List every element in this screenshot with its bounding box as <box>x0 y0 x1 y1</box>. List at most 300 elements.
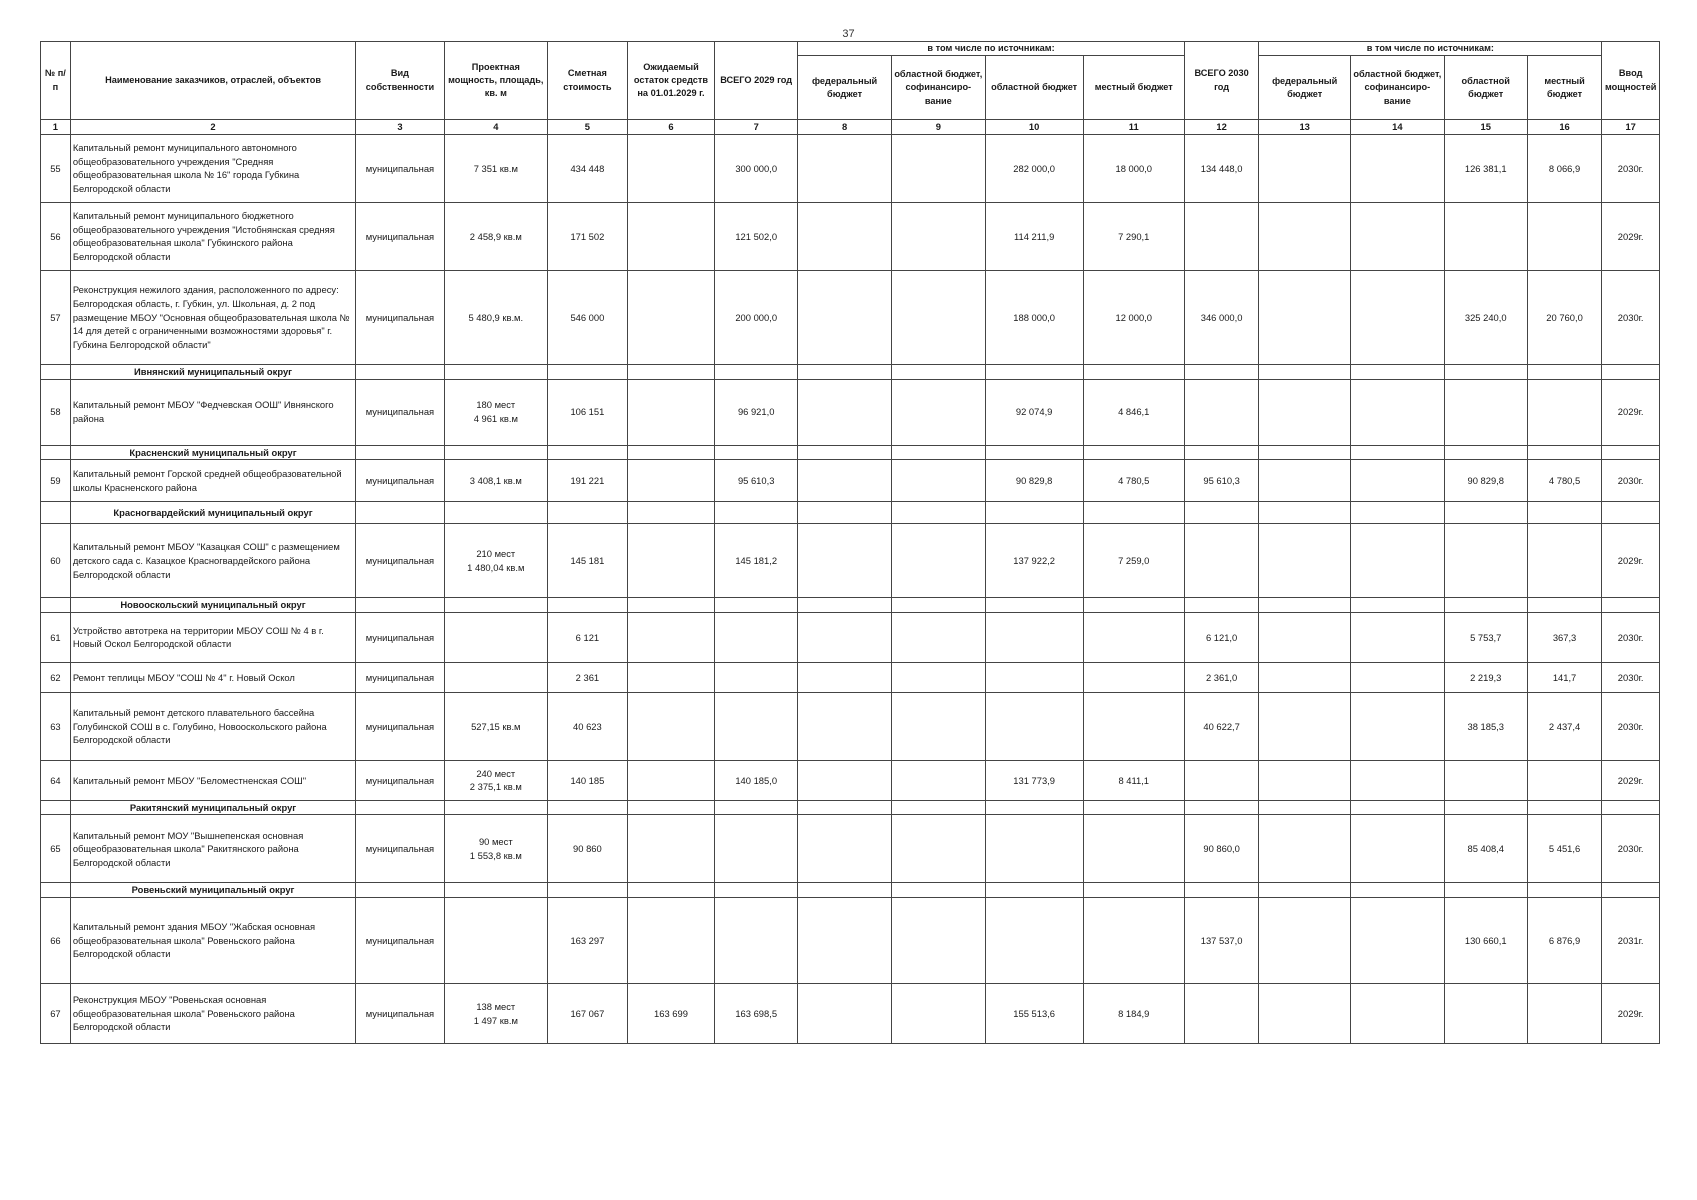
header-name: Наименование заказчиков, отраслей, объектов <box>70 42 355 120</box>
cofin-2030 <box>1350 984 1444 1044</box>
section-blank-cell <box>444 883 547 898</box>
row-number: 59 <box>41 460 71 502</box>
capacity <box>444 662 547 692</box>
table-row <box>41 692 1660 760</box>
table-row <box>41 460 1660 502</box>
table-row <box>41 270 1660 364</box>
header-group-2029: в том числе по источникам: <box>798 42 1185 56</box>
header-regional-2030: областной бюджет <box>1444 56 1527 120</box>
regional-2029: 282 000,0 <box>985 134 1083 202</box>
capacity: 5 480,9 кв.м. <box>444 270 547 364</box>
total-2029 <box>715 815 798 883</box>
cofin-2030 <box>1350 760 1444 800</box>
regional-2029: 90 829,8 <box>985 460 1083 502</box>
regional-2030: 126 381,1 <box>1444 134 1527 202</box>
federal-2030 <box>1259 202 1351 270</box>
row-number: 60 <box>41 524 71 598</box>
section-row <box>41 445 1660 460</box>
section-blank-cell <box>1083 598 1184 613</box>
total-2029: 95 610,3 <box>715 460 798 502</box>
section-blank-cell <box>715 598 798 613</box>
section-blank-cell <box>798 502 892 524</box>
estimated-cost: 40 623 <box>547 692 627 760</box>
section-blank-cell <box>547 445 627 460</box>
total-2030 <box>1184 202 1259 270</box>
row-number: 64 <box>41 760 71 800</box>
section-blank-cell <box>715 364 798 379</box>
section-blank-cell <box>356 445 444 460</box>
estimated-cost: 163 297 <box>547 898 627 984</box>
federal-2030 <box>1259 270 1351 364</box>
section-blank-cell <box>627 445 714 460</box>
section-blank-cell <box>1083 502 1184 524</box>
cofin-2030 <box>1350 898 1444 984</box>
section-blank-cell <box>1444 445 1527 460</box>
section-blank-cell <box>356 502 444 524</box>
section-blank-cell <box>1259 445 1351 460</box>
expected-remainder <box>627 760 714 800</box>
commissioning-year: 2031г. <box>1602 898 1660 984</box>
federal-2030 <box>1259 379 1351 445</box>
expected-remainder <box>627 662 714 692</box>
capacity: 90 мест 1 553,8 кв.м <box>444 815 547 883</box>
local-2029 <box>1083 612 1184 662</box>
commissioning-year: 2030г. <box>1602 815 1660 883</box>
federal-2029 <box>798 984 892 1044</box>
section-blank-cell <box>715 800 798 815</box>
section-blank-cell <box>715 883 798 898</box>
row-number: 56 <box>41 202 71 270</box>
section-row <box>41 364 1660 379</box>
section-blank-cell <box>1444 800 1527 815</box>
federal-2029 <box>798 379 892 445</box>
regional-2030: 85 408,4 <box>1444 815 1527 883</box>
section-blank-cell <box>1184 445 1259 460</box>
federal-2029 <box>798 460 892 502</box>
col-number: 16 <box>1527 120 1602 135</box>
regional-2030: 38 185,3 <box>1444 692 1527 760</box>
header-local-2030: местный бюджет <box>1527 56 1602 120</box>
section-blank-cell <box>1527 364 1602 379</box>
capacity: 210 мест 1 480,04 кв.м <box>444 524 547 598</box>
local-2029 <box>1083 815 1184 883</box>
cofin-2030 <box>1350 815 1444 883</box>
regional-2029: 155 513,6 <box>985 984 1083 1044</box>
cofin-2029 <box>891 612 985 662</box>
section-blank-cell <box>985 883 1083 898</box>
header-regional-2029: областной бюджет <box>985 56 1083 120</box>
object-name: Капитальный ремонт муниципального автономного общеобразовательного учреждения "Средняя общеобразовательная школа № 16" города Губкина Белгородской области <box>70 134 355 202</box>
col-number: 12 <box>1184 120 1259 135</box>
section-blank-cell <box>547 364 627 379</box>
federal-2030 <box>1259 524 1351 598</box>
federal-2029 <box>798 134 892 202</box>
commissioning-year: 2029г. <box>1602 379 1660 445</box>
section-blank-cell <box>627 598 714 613</box>
ownership-type: муниципальная <box>356 270 444 364</box>
regional-2030 <box>1444 379 1527 445</box>
local-2030: 5 451,6 <box>1527 815 1602 883</box>
cofin-2029 <box>891 524 985 598</box>
regional-2030: 5 753,7 <box>1444 612 1527 662</box>
section-blank-cell <box>715 445 798 460</box>
section-blank-cell <box>1083 364 1184 379</box>
ownership-type: муниципальная <box>356 815 444 883</box>
table-row <box>41 984 1660 1044</box>
cofin-2030 <box>1350 662 1444 692</box>
section-blank-cell <box>1184 502 1259 524</box>
cofin-2030 <box>1350 202 1444 270</box>
regional-2029 <box>985 898 1083 984</box>
regional-2029 <box>985 662 1083 692</box>
col-number: 10 <box>985 120 1083 135</box>
commissioning-year: 2029г. <box>1602 202 1660 270</box>
federal-2030 <box>1259 898 1351 984</box>
commissioning-year: 2029г. <box>1602 524 1660 598</box>
local-2030 <box>1527 760 1602 800</box>
regional-2029 <box>985 692 1083 760</box>
federal-2030 <box>1259 815 1351 883</box>
capacity: 240 мест 2 375,1 кв.м <box>444 760 547 800</box>
federal-2030 <box>1259 134 1351 202</box>
cofin-2030 <box>1350 270 1444 364</box>
estimated-cost: 167 067 <box>547 984 627 1044</box>
local-2029 <box>1083 662 1184 692</box>
cofin-2030 <box>1350 134 1444 202</box>
local-2029: 8 184,9 <box>1083 984 1184 1044</box>
col-number: 4 <box>444 120 547 135</box>
ownership-type: муниципальная <box>356 984 444 1044</box>
local-2029: 7 259,0 <box>1083 524 1184 598</box>
commissioning-year: 2030г. <box>1602 692 1660 760</box>
capacity: 7 351 кв.м <box>444 134 547 202</box>
federal-2029 <box>798 202 892 270</box>
object-name: Капитальный ремонт здания МБОУ "Жабская основная общеобразовательная школа" Ровеньского района Белгородской области <box>70 898 355 984</box>
section-blank-cell <box>891 502 985 524</box>
object-name: Реконструкция нежилого здания, расположенного по адресу: Белгородская область, г. Губкин, ул. Школьная, д. 2 под размещение МБОУ "Основная общеобразовательная школа № 14 для детей с ограниченными возможностями здоровья" г. Губкина Белгородской области" <box>70 270 355 364</box>
section-title: Ивнянский муниципальный округ <box>70 364 355 379</box>
header-federal-2030: федеральный бюджет <box>1259 56 1351 120</box>
col-number: 8 <box>798 120 892 135</box>
section-blank-cell <box>715 502 798 524</box>
object-name: Капитальный ремонт МБОУ "Федчевская ООШ" Ивнянского района <box>70 379 355 445</box>
section-blank-cell <box>1259 364 1351 379</box>
commissioning-year: 2030г. <box>1602 134 1660 202</box>
total-2029 <box>715 692 798 760</box>
local-2029: 7 290,1 <box>1083 202 1184 270</box>
section-blank-cell <box>547 502 627 524</box>
table-row <box>41 898 1660 984</box>
section-blank-cell <box>1350 598 1444 613</box>
capacity: 180 мест 4 961 кв.м <box>444 379 547 445</box>
total-2029 <box>715 612 798 662</box>
section-blank-cell <box>41 502 71 524</box>
section-blank-cell <box>547 598 627 613</box>
row-number: 63 <box>41 692 71 760</box>
section-blank-cell <box>356 364 444 379</box>
section-title: Ровеньский муниципальный округ <box>70 883 355 898</box>
col-number: 15 <box>1444 120 1527 135</box>
federal-2029 <box>798 612 892 662</box>
section-blank-cell <box>798 800 892 815</box>
object-name: Капитальный ремонт МБОУ "Казацкая СОШ" с размещением детского сада с. Казацкое Красногвардейского района Белгородской области <box>70 524 355 598</box>
estimated-cost: 434 448 <box>547 134 627 202</box>
local-2030: 6 876,9 <box>1527 898 1602 984</box>
object-name: Капитальный ремонт детского плавательного бассейна Голубинской СОШ в с. Голубино, Новооскольского района Белгородской области <box>70 692 355 760</box>
total-2030: 137 537,0 <box>1184 898 1259 984</box>
cofin-2029 <box>891 984 985 1044</box>
section-blank-cell <box>444 445 547 460</box>
expected-remainder <box>627 692 714 760</box>
cofin-2030 <box>1350 612 1444 662</box>
section-blank-cell <box>1527 800 1602 815</box>
section-blank-cell <box>444 800 547 815</box>
row-number: 61 <box>41 612 71 662</box>
cofin-2029 <box>891 898 985 984</box>
regional-2030 <box>1444 760 1527 800</box>
total-2030 <box>1184 760 1259 800</box>
expected-remainder <box>627 898 714 984</box>
col-number: 11 <box>1083 120 1184 135</box>
section-title: Ракитянский муниципальный округ <box>70 800 355 815</box>
commissioning-year: 2030г. <box>1602 612 1660 662</box>
local-2030 <box>1527 202 1602 270</box>
capacity <box>444 612 547 662</box>
local-2030: 20 760,0 <box>1527 270 1602 364</box>
commissioning-year: 2029г. <box>1602 984 1660 1044</box>
table-row <box>41 815 1660 883</box>
expected-remainder <box>627 460 714 502</box>
section-row <box>41 800 1660 815</box>
section-blank-cell <box>547 883 627 898</box>
estimated-cost: 2 361 <box>547 662 627 692</box>
col-number: 1 <box>41 120 71 135</box>
local-2029: 4 780,5 <box>1083 460 1184 502</box>
col-number: 17 <box>1602 120 1660 135</box>
total-2029: 121 502,0 <box>715 202 798 270</box>
federal-2030 <box>1259 692 1351 760</box>
section-blank-cell <box>1602 800 1660 815</box>
ownership-type: муниципальная <box>356 760 444 800</box>
col-number: 3 <box>356 120 444 135</box>
section-blank-cell <box>1350 800 1444 815</box>
cofin-2029 <box>891 379 985 445</box>
section-row <box>41 598 1660 613</box>
section-blank-cell <box>891 445 985 460</box>
total-2029: 163 698,5 <box>715 984 798 1044</box>
expected-remainder <box>627 270 714 364</box>
federal-2030 <box>1259 662 1351 692</box>
col-number: 14 <box>1350 120 1444 135</box>
local-2030 <box>1527 379 1602 445</box>
local-2029: 4 846,1 <box>1083 379 1184 445</box>
estimated-cost: 90 860 <box>547 815 627 883</box>
object-name: Капитальный ремонт МБОУ "Беломестненская СОШ" <box>70 760 355 800</box>
regional-2030: 2 219,3 <box>1444 662 1527 692</box>
regional-2029: 92 074,9 <box>985 379 1083 445</box>
total-2030: 6 121,0 <box>1184 612 1259 662</box>
header-total-2030: ВСЕГО 2030 год <box>1184 42 1259 120</box>
cofin-2029 <box>891 270 985 364</box>
section-blank-cell <box>444 364 547 379</box>
expected-remainder <box>627 815 714 883</box>
local-2029 <box>1083 898 1184 984</box>
section-blank-cell <box>1083 445 1184 460</box>
object-name: Устройство автотрека на территории МБОУ СОШ № 4 в г. Новый Оскол Белгородской области <box>70 612 355 662</box>
table-row <box>41 202 1660 270</box>
total-2030 <box>1184 984 1259 1044</box>
section-blank-cell <box>356 598 444 613</box>
regional-2029: 131 773,9 <box>985 760 1083 800</box>
regional-2029: 137 922,2 <box>985 524 1083 598</box>
section-row <box>41 883 1660 898</box>
cofin-2030 <box>1350 692 1444 760</box>
local-2029: 8 411,1 <box>1083 760 1184 800</box>
section-blank-cell <box>1350 502 1444 524</box>
federal-2029 <box>798 760 892 800</box>
table-row <box>41 134 1660 202</box>
section-blank-cell <box>1259 800 1351 815</box>
object-name: Ремонт теплицы МБОУ "СОШ № 4" г. Новый Оскол <box>70 662 355 692</box>
section-blank-cell <box>1444 364 1527 379</box>
col-number: 13 <box>1259 120 1351 135</box>
local-2030: 4 780,5 <box>1527 460 1602 502</box>
col-number: 9 <box>891 120 985 135</box>
row-number: 62 <box>41 662 71 692</box>
header-num: № п/п <box>41 42 71 120</box>
estimated-cost: 106 151 <box>547 379 627 445</box>
ownership-type: муниципальная <box>356 898 444 984</box>
section-blank-cell <box>891 883 985 898</box>
total-2030: 90 860,0 <box>1184 815 1259 883</box>
section-blank-cell <box>627 800 714 815</box>
section-blank-cell <box>1444 883 1527 898</box>
capacity: 138 мест 1 497 кв.м <box>444 984 547 1044</box>
section-blank-cell <box>985 800 1083 815</box>
ownership-type: муниципальная <box>356 134 444 202</box>
section-blank-cell <box>985 364 1083 379</box>
local-2030 <box>1527 984 1602 1044</box>
expected-remainder <box>627 134 714 202</box>
ownership-type: муниципальная <box>356 524 444 598</box>
section-blank-cell <box>891 364 985 379</box>
estimated-cost: 140 185 <box>547 760 627 800</box>
cofin-2029 <box>891 202 985 270</box>
section-blank-cell <box>1083 883 1184 898</box>
expected-remainder: 163 699 <box>627 984 714 1044</box>
capacity: 3 408,1 кв.м <box>444 460 547 502</box>
page-number: 37 <box>842 28 855 40</box>
federal-2030 <box>1259 612 1351 662</box>
regional-2030 <box>1444 984 1527 1044</box>
regional-2030 <box>1444 202 1527 270</box>
object-name: Реконструкция МБОУ "Ровеньская основная общеобразовательная школа" Ровеньского района Белгородской области <box>70 984 355 1044</box>
section-blank-cell <box>1184 883 1259 898</box>
object-name: Капитальный ремонт Горской средней общеобразовательной школы Красненского района <box>70 460 355 502</box>
col-number: 7 <box>715 120 798 135</box>
section-blank-cell <box>1259 598 1351 613</box>
local-2029: 12 000,0 <box>1083 270 1184 364</box>
cofin-2030 <box>1350 460 1444 502</box>
estimated-cost: 6 121 <box>547 612 627 662</box>
commissioning-year: 2029г. <box>1602 760 1660 800</box>
table-row <box>41 612 1660 662</box>
row-number: 57 <box>41 270 71 364</box>
row-number: 66 <box>41 898 71 984</box>
section-blank-cell <box>1602 445 1660 460</box>
header-remainder: Ожидаемый остаток средств на 01.01.2029 г. <box>627 42 714 120</box>
local-2030 <box>1527 524 1602 598</box>
regional-2030: 325 240,0 <box>1444 270 1527 364</box>
row-number: 67 <box>41 984 71 1044</box>
total-2029 <box>715 898 798 984</box>
total-2030: 40 622,7 <box>1184 692 1259 760</box>
local-2030: 367,3 <box>1527 612 1602 662</box>
total-2029: 200 000,0 <box>715 270 798 364</box>
header-capacity: Проектная мощность, площадь, кв. м <box>444 42 547 120</box>
federal-2030 <box>1259 460 1351 502</box>
table-row <box>41 662 1660 692</box>
section-title: Красногвардейский муниципальный округ <box>70 502 355 524</box>
section-title: Красненский муниципальный округ <box>70 445 355 460</box>
cofin-2029 <box>891 815 985 883</box>
section-blank-cell <box>1527 883 1602 898</box>
section-blank-cell <box>1184 598 1259 613</box>
commissioning-year: 2030г. <box>1602 662 1660 692</box>
section-blank-cell <box>41 445 71 460</box>
estimated-cost: 546 000 <box>547 270 627 364</box>
section-blank-cell <box>1602 598 1660 613</box>
section-blank-cell <box>627 883 714 898</box>
federal-2030 <box>1259 984 1351 1044</box>
section-row <box>41 502 1660 524</box>
section-blank-cell <box>1350 883 1444 898</box>
col-number: 2 <box>70 120 355 135</box>
section-blank-cell <box>1350 445 1444 460</box>
section-blank-cell <box>1259 502 1351 524</box>
commissioning-year: 2030г. <box>1602 270 1660 364</box>
local-2029 <box>1083 692 1184 760</box>
federal-2030 <box>1259 760 1351 800</box>
commissioning-year: 2030г. <box>1602 460 1660 502</box>
col-number: 5 <box>547 120 627 135</box>
cofin-2030 <box>1350 379 1444 445</box>
investment-table <box>40 41 1660 1044</box>
section-blank-cell <box>1184 800 1259 815</box>
total-2030: 346 000,0 <box>1184 270 1259 364</box>
total-2029: 140 185,0 <box>715 760 798 800</box>
table-row <box>41 760 1660 800</box>
regional-2030: 130 660,1 <box>1444 898 1527 984</box>
header-ownership: Вид собственности <box>356 42 444 120</box>
local-2029: 18 000,0 <box>1083 134 1184 202</box>
ownership-type: муниципальная <box>356 662 444 692</box>
header-total-2029: ВСЕГО 2029 год <box>715 42 798 120</box>
section-blank-cell <box>798 883 892 898</box>
total-2030: 2 361,0 <box>1184 662 1259 692</box>
section-blank-cell <box>1602 364 1660 379</box>
ownership-type: муниципальная <box>356 612 444 662</box>
section-blank-cell <box>891 598 985 613</box>
section-blank-cell <box>798 364 892 379</box>
local-2030: 8 066,9 <box>1527 134 1602 202</box>
column-number-row <box>41 120 1660 135</box>
ownership-type: муниципальная <box>356 460 444 502</box>
federal-2029 <box>798 524 892 598</box>
cofin-2029 <box>891 662 985 692</box>
section-blank-cell <box>1602 502 1660 524</box>
col-number: 6 <box>627 120 714 135</box>
